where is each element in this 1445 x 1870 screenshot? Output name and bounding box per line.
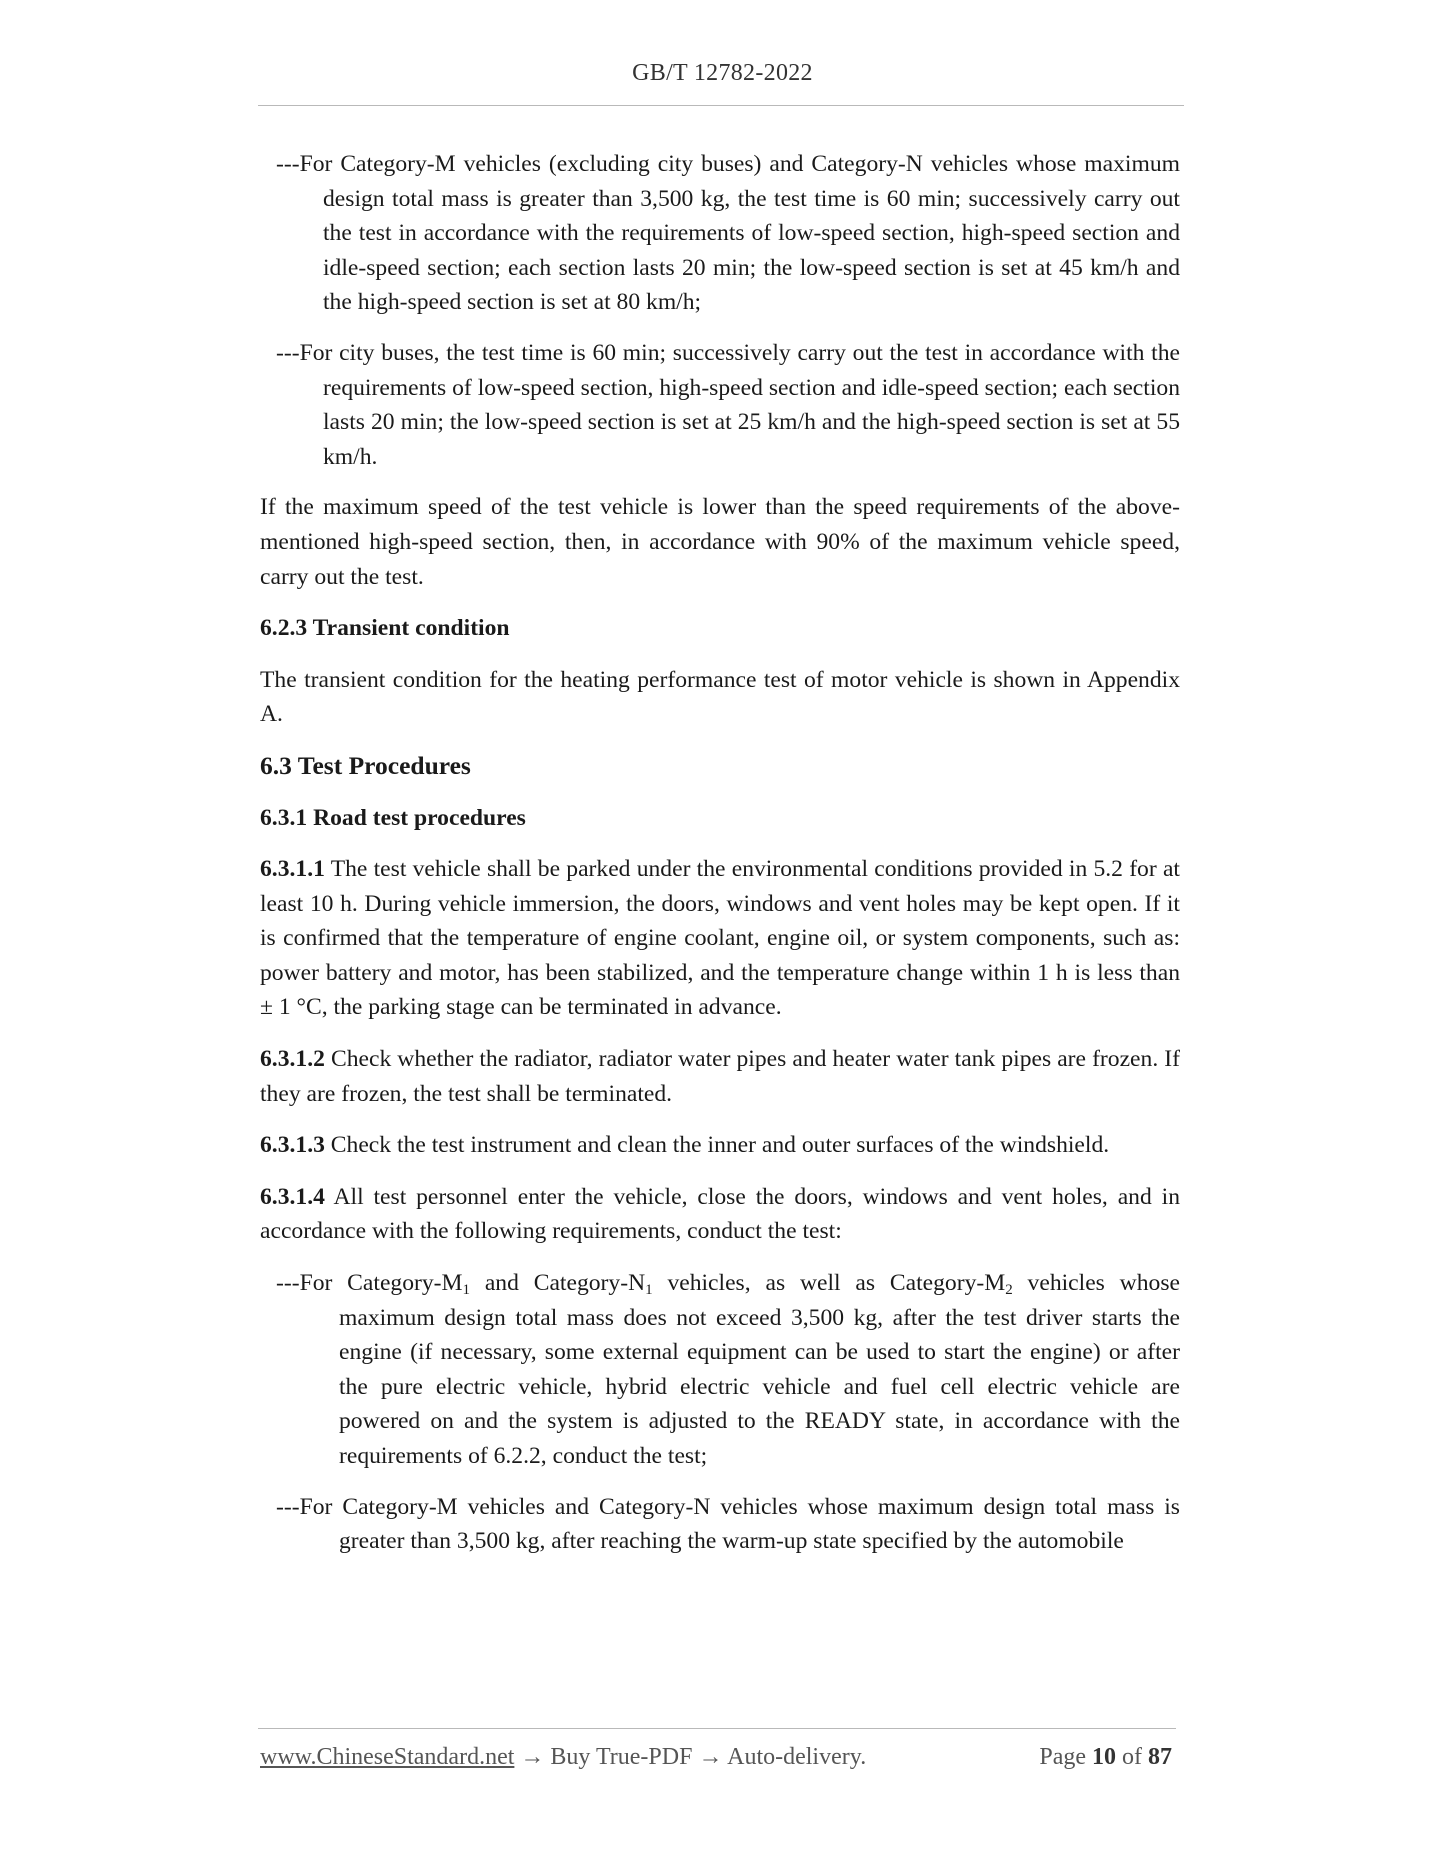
list-item: ---For Category-M vehicles (excluding city buses) and Category-N vehicles whose maximum design total mass is greater than 3,500 kg, the test time is 60 min; successively carry out the test in accordance with the requirements of low-speed section, high-speed section and idle-speed section; each section lasts 20 min; the low-speed section is set at 45 km/h and the high-speed section is set at 80 km/h; [276, 151, 1180, 316]
total-pages: 87 [1148, 1744, 1172, 1770]
clause-number: 6.3.1.4 [260, 1183, 325, 1210]
heading-6-3: 6.3 Test Procedures [260, 750, 471, 780]
header-divider [258, 105, 1184, 106]
footer-divider [258, 1728, 1176, 1729]
promo-text: → Buy True-PDF → Auto-delivery. [514, 1744, 867, 1770]
page-header-title: GB/T 12782-2022 [632, 60, 813, 86]
current-page: 10 [1092, 1744, 1116, 1770]
clause-6-3-1-4 [260, 1180, 1180, 1249]
heading-6-2-3: 6.2.3 Transient condition [260, 615, 510, 642]
website-link[interactable]: www.ChineseStandard.net [260, 1744, 515, 1770]
clause-text: Check the test instrument and clean the inner and outer surfaces of the windshield. [330, 1132, 1110, 1159]
paragraph-transient: The transient condition for the heating performance test of motor vehicle is shown in Appendix A. [260, 666, 1180, 728]
clause-number: 6.3.1.2 [260, 1046, 325, 1073]
paragraph-max-speed: If the maximum speed of the test vehicle is lower than the speed requirements of the above-mentioned high-speed section, then, in accordance with 90% of the maximum vehicle speed, carry out the test. [260, 494, 1180, 590]
clause-6-3-1-3 [260, 1128, 1180, 1163]
page-number: Page 10 of 87 [1039, 1744, 1172, 1770]
heading-6-3-1: 6.3.1 Road test procedures [260, 804, 526, 831]
clause-text: Check whether the radiator, radiator water pipes and heater water tank pipes are frozen. If they are frozen, the test shall be terminated. [260, 1046, 1181, 1107]
list-item: ---For city buses, the test time is 60 min; successively carry out the test in accordance with the requirements of low-speed section, high-speed section and idle-speed section; each section lasts 20 min; the low-speed section is set at 25 km/h and the high-speed section is set at 55 km/h. [276, 339, 1180, 470]
clause-number: 6.3.1.1 [260, 856, 325, 883]
clause-text: The test vehicle shall be parked under the environmental conditions provided in 5.2 for at least 10 h. During vehicle immersion, the doors, windows and vent holes may be kept open. If it is confirmed that the temperature of engine coolant, engine oil, or system components, such as: power battery and motor, has been stabilized, and the temperature change within 1 h is less than ± 1 °C, the parking stage can be terminated in advance. [260, 856, 1180, 1021]
footer-promo [260, 1744, 866, 1771]
clause-6-3-1-1 [260, 852, 1180, 1025]
list-item: ---For Category-$M_1$ and Category-$N_1$ vehicles, as well as Category-$M_2$ vehicles whose maximum design total mass does not exceed 3,500 kg, after the test driver starts the engine (if necessary, some external equipment can be used to start the engine) or after the pure electric vehicle, hybrid electric vehicle and fuel cell electric vehicle are powered on and the system is adjusted to the READY state, in accordance with the requirements of 6.2.2, conduct the test; [276, 1270, 1180, 1469]
clause-6-3-1-2 [260, 1042, 1180, 1111]
clause-number: 6.3.1.3 [260, 1132, 325, 1159]
list-item: ---For Category-M vehicles and Category-N vehicles whose maximum design total mass is greater than 3,500 kg, after reaching the warm-up state specified by the automobile [276, 1493, 1180, 1555]
clause-text: All test personnel enter the vehicle, close the doors, windows and vent holes, and in accordance with the following requirements, conduct the test: [260, 1183, 1180, 1245]
page-content [260, 147, 1180, 1575]
